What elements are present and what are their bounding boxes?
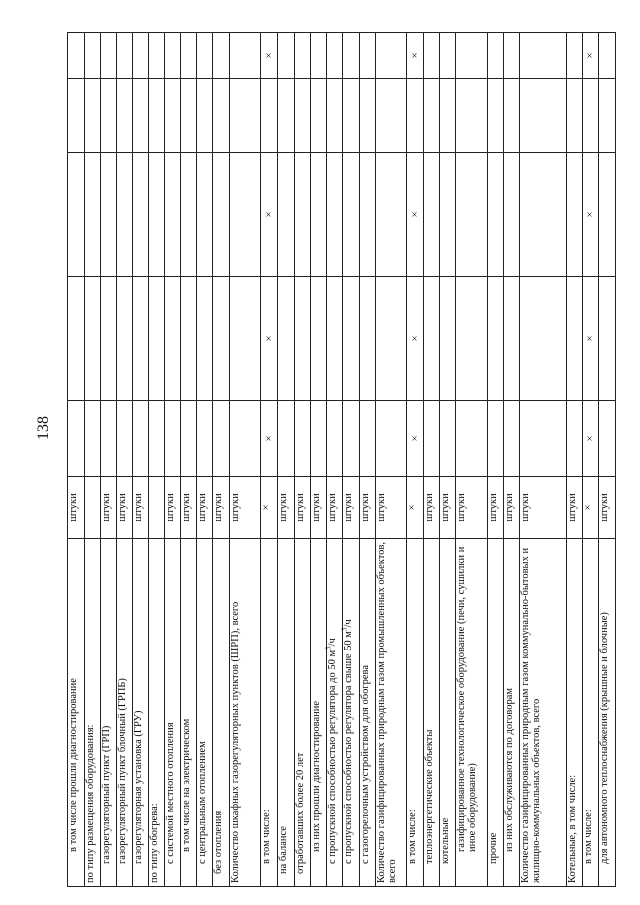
value-cell <box>310 401 326 477</box>
unit-cell <box>149 477 164 539</box>
value-cell <box>294 277 310 401</box>
row-label: без отопления <box>213 539 229 887</box>
value-cell <box>359 79 375 153</box>
unit-cell: штуки <box>68 477 85 539</box>
table-row <box>327 33 343 887</box>
value-cell <box>294 401 310 477</box>
unit-cell: штуки <box>566 477 582 539</box>
page-number: 138 <box>35 416 52 440</box>
value-cell <box>359 153 375 277</box>
value-cell <box>599 33 616 79</box>
row-label: с пропускной способностью регулятора свыше 50 $м^3/ч$ <box>343 539 359 887</box>
row-label: в том числе: <box>583 539 599 887</box>
value-cell <box>164 33 180 79</box>
table-row <box>376 33 407 887</box>
value-cell <box>116 79 132 153</box>
value-cell: × <box>583 33 599 79</box>
value-cell <box>294 33 310 79</box>
unit-cell: штуки <box>359 477 375 539</box>
unit-cell: штуки <box>423 477 439 539</box>
unit-cell: штуки <box>327 477 343 539</box>
value-cell <box>440 401 456 477</box>
value-cell <box>294 153 310 277</box>
value-cell <box>599 277 616 401</box>
value-cell <box>85 79 100 153</box>
row-label: по типу обогрева: <box>149 539 164 887</box>
value-cell <box>164 153 180 277</box>
row-label: Количество шкафных газорегуляторных пунктов (ШРП), всего <box>229 539 260 887</box>
value-cell <box>456 277 487 401</box>
value-cell <box>294 79 310 153</box>
unit-cell: штуки <box>100 477 116 539</box>
row-label: с газогорелочным устройством для обогрева <box>359 539 375 887</box>
value-cell <box>278 79 294 153</box>
value-cell <box>520 79 567 153</box>
table-row <box>583 33 599 887</box>
unit-cell: штуки <box>504 477 520 539</box>
table-body <box>68 33 616 887</box>
table-row <box>116 33 132 887</box>
data-table <box>67 32 616 887</box>
row-label: из них прошли диагностирование <box>310 539 326 887</box>
unit-cell: штуки <box>294 477 310 539</box>
row-label: Количество газифицированных природным газом промышленных объектов, всего <box>376 539 407 887</box>
table-row <box>343 33 359 887</box>
value-cell <box>180 33 196 79</box>
value-cell: × <box>407 33 423 79</box>
row-label: в том числе на электрическом <box>180 539 196 887</box>
row-label: Котельные, в том числе: <box>566 539 582 887</box>
row-label: из них обслуживаются по договорам <box>504 539 520 887</box>
table-row <box>599 33 616 887</box>
value-cell <box>566 153 582 277</box>
row-label: для автономного теплоснабжения (крышные и блочные) <box>599 539 616 887</box>
value-cell <box>599 79 616 153</box>
value-cell <box>68 33 85 79</box>
unit-cell: × <box>407 477 423 539</box>
table-row <box>85 33 100 887</box>
table-row <box>261 33 278 887</box>
value-cell <box>133 153 149 277</box>
value-cell <box>180 401 196 477</box>
table-row <box>359 33 375 887</box>
row-label: в том числе прошли диагностирование <box>68 539 85 887</box>
table-row <box>229 33 260 887</box>
row-label: в том числе: <box>407 539 423 887</box>
unit-cell: штуки <box>164 477 180 539</box>
value-cell <box>423 401 439 477</box>
value-cell <box>197 153 213 277</box>
value-cell <box>85 277 100 401</box>
value-cell <box>85 401 100 477</box>
table-row <box>487 33 503 887</box>
unit-cell: штуки <box>133 477 149 539</box>
value-cell <box>487 33 503 79</box>
table-row <box>133 33 149 887</box>
row-label: Количество газифицированных природным газом коммунально-бытовых и жилищно-коммунальных объектов, всего <box>520 539 567 887</box>
value-cell: × <box>583 401 599 477</box>
value-cell: × <box>261 277 278 401</box>
value-cell <box>423 277 439 401</box>
value-cell <box>149 401 164 477</box>
value-cell <box>85 33 100 79</box>
value-cell <box>504 79 520 153</box>
value-cell <box>85 153 100 277</box>
value-cell: × <box>583 277 599 401</box>
value-cell: × <box>407 153 423 277</box>
unit-cell: × <box>583 477 599 539</box>
value-cell <box>149 33 164 79</box>
value-cell <box>213 33 229 79</box>
value-cell <box>456 79 487 153</box>
value-cell <box>68 277 85 401</box>
value-cell <box>261 79 278 153</box>
value-cell <box>278 33 294 79</box>
value-cell <box>440 33 456 79</box>
value-cell <box>376 277 407 401</box>
unit-cell: × <box>261 477 278 539</box>
value-cell: × <box>261 33 278 79</box>
value-cell <box>180 153 196 277</box>
value-cell <box>566 79 582 153</box>
row-label: отработавших более 20 лет <box>294 539 310 887</box>
value-cell <box>100 153 116 277</box>
table-row <box>520 33 567 887</box>
value-cell: × <box>407 401 423 477</box>
value-cell: × <box>407 277 423 401</box>
table-row <box>294 33 310 887</box>
value-cell <box>133 277 149 401</box>
value-cell <box>197 79 213 153</box>
table-row <box>213 33 229 887</box>
value-cell <box>566 33 582 79</box>
unit-cell: штуки <box>487 477 503 539</box>
value-cell <box>116 33 132 79</box>
value-cell <box>487 277 503 401</box>
value-cell <box>376 79 407 153</box>
table-row <box>180 33 196 887</box>
value-cell <box>327 277 343 401</box>
value-cell <box>407 79 423 153</box>
value-cell <box>343 33 359 79</box>
table-row <box>566 33 582 887</box>
value-cell <box>116 277 132 401</box>
table-row <box>68 33 85 887</box>
value-cell <box>133 401 149 477</box>
table-row <box>197 33 213 887</box>
row-label: по типу размещения оборудования: <box>85 539 100 887</box>
row-label: в том числе: <box>261 539 278 887</box>
value-cell <box>504 277 520 401</box>
value-cell <box>566 277 582 401</box>
value-cell <box>68 153 85 277</box>
row-label: с пропускной способностью регулятора до 50 $м^3/ч$ <box>327 539 343 887</box>
row-label: с центральным отоплением <box>197 539 213 887</box>
table-row <box>310 33 326 887</box>
value-cell <box>440 153 456 277</box>
table-row <box>423 33 439 887</box>
value-cell <box>229 153 260 277</box>
value-cell <box>116 401 132 477</box>
value-cell <box>599 401 616 477</box>
value-cell <box>440 79 456 153</box>
value-cell <box>327 33 343 79</box>
value-cell <box>229 33 260 79</box>
value-cell <box>116 153 132 277</box>
value-cell <box>327 153 343 277</box>
table-row <box>100 33 116 887</box>
row-label: теплоэнергетические объекты <box>423 539 439 887</box>
value-cell <box>423 33 439 79</box>
value-cell <box>133 33 149 79</box>
row-label: газифицированное технологическое оборудование (печи, сушилки и иное оборудование) <box>456 539 487 887</box>
value-cell <box>149 277 164 401</box>
unit-cell: штуки <box>180 477 196 539</box>
row-label: прочие <box>487 539 503 887</box>
value-cell <box>423 79 439 153</box>
value-cell <box>376 33 407 79</box>
value-cell <box>583 79 599 153</box>
value-cell <box>359 401 375 477</box>
value-cell <box>343 153 359 277</box>
value-cell: × <box>261 153 278 277</box>
value-cell <box>164 401 180 477</box>
value-cell: × <box>583 153 599 277</box>
value-cell <box>213 153 229 277</box>
value-cell <box>278 153 294 277</box>
unit-cell: штуки <box>310 477 326 539</box>
value-cell <box>487 153 503 277</box>
unit-cell: штуки <box>213 477 229 539</box>
value-cell <box>599 153 616 277</box>
value-cell <box>229 79 260 153</box>
value-cell <box>520 33 567 79</box>
value-cell <box>504 401 520 477</box>
unit-cell: штуки <box>278 477 294 539</box>
value-cell <box>359 277 375 401</box>
value-cell <box>149 79 164 153</box>
row-label: котельные <box>440 539 456 887</box>
row-label: с системой местного отопления <box>164 539 180 887</box>
value-cell <box>343 79 359 153</box>
value-cell <box>359 33 375 79</box>
value-cell <box>310 153 326 277</box>
value-cell <box>213 401 229 477</box>
value-cell <box>376 401 407 477</box>
table-row <box>504 33 520 887</box>
value-cell <box>180 79 196 153</box>
value-cell <box>278 277 294 401</box>
unit-cell: штуки <box>343 477 359 539</box>
rotated-table-container <box>67 33 616 887</box>
value-cell <box>149 153 164 277</box>
value-cell <box>133 79 149 153</box>
value-cell <box>343 277 359 401</box>
value-cell <box>520 153 567 277</box>
value-cell <box>487 79 503 153</box>
value-cell <box>100 401 116 477</box>
value-cell <box>213 277 229 401</box>
value-cell <box>100 79 116 153</box>
unit-cell: штуки <box>599 477 616 539</box>
table-row <box>278 33 294 887</box>
value-cell <box>376 153 407 277</box>
value-cell <box>100 277 116 401</box>
row-label: на балансе <box>278 539 294 887</box>
unit-cell: штуки <box>229 477 260 539</box>
value-cell <box>164 79 180 153</box>
value-cell <box>327 79 343 153</box>
value-cell <box>456 33 487 79</box>
value-cell <box>68 79 85 153</box>
value-cell <box>423 153 439 277</box>
value-cell <box>310 79 326 153</box>
table-row <box>164 33 180 887</box>
unit-cell: штуки <box>520 477 567 539</box>
value-cell <box>504 33 520 79</box>
value-cell: × <box>261 401 278 477</box>
value-cell <box>456 153 487 277</box>
value-cell <box>100 33 116 79</box>
value-cell <box>278 401 294 477</box>
table-row <box>456 33 487 887</box>
table-row <box>149 33 164 887</box>
unit-cell: штуки <box>376 477 407 539</box>
unit-cell: штуки <box>440 477 456 539</box>
value-cell <box>180 277 196 401</box>
value-cell <box>197 277 213 401</box>
value-cell <box>566 401 582 477</box>
value-cell <box>343 401 359 477</box>
unit-cell: штуки <box>456 477 487 539</box>
table-row <box>407 33 423 887</box>
value-cell <box>164 277 180 401</box>
unit-cell <box>85 477 100 539</box>
value-cell <box>310 277 326 401</box>
value-cell <box>229 401 260 477</box>
value-cell <box>504 153 520 277</box>
row-label: газорегуляторный пункт (ГРП) <box>100 539 116 887</box>
value-cell <box>327 401 343 477</box>
row-label: газорегуляторный пункт блочный (ГРПБ) <box>116 539 132 887</box>
value-cell <box>197 401 213 477</box>
unit-cell: штуки <box>197 477 213 539</box>
table-row <box>440 33 456 887</box>
value-cell <box>310 33 326 79</box>
unit-cell: штуки <box>116 477 132 539</box>
value-cell <box>487 401 503 477</box>
value-cell <box>520 401 567 477</box>
value-cell <box>520 277 567 401</box>
value-cell <box>213 79 229 153</box>
value-cell <box>456 401 487 477</box>
value-cell <box>229 277 260 401</box>
row-label: газорегуляторная установка (ГРУ) <box>133 539 149 887</box>
value-cell <box>440 277 456 401</box>
value-cell <box>68 401 85 477</box>
value-cell <box>197 33 213 79</box>
